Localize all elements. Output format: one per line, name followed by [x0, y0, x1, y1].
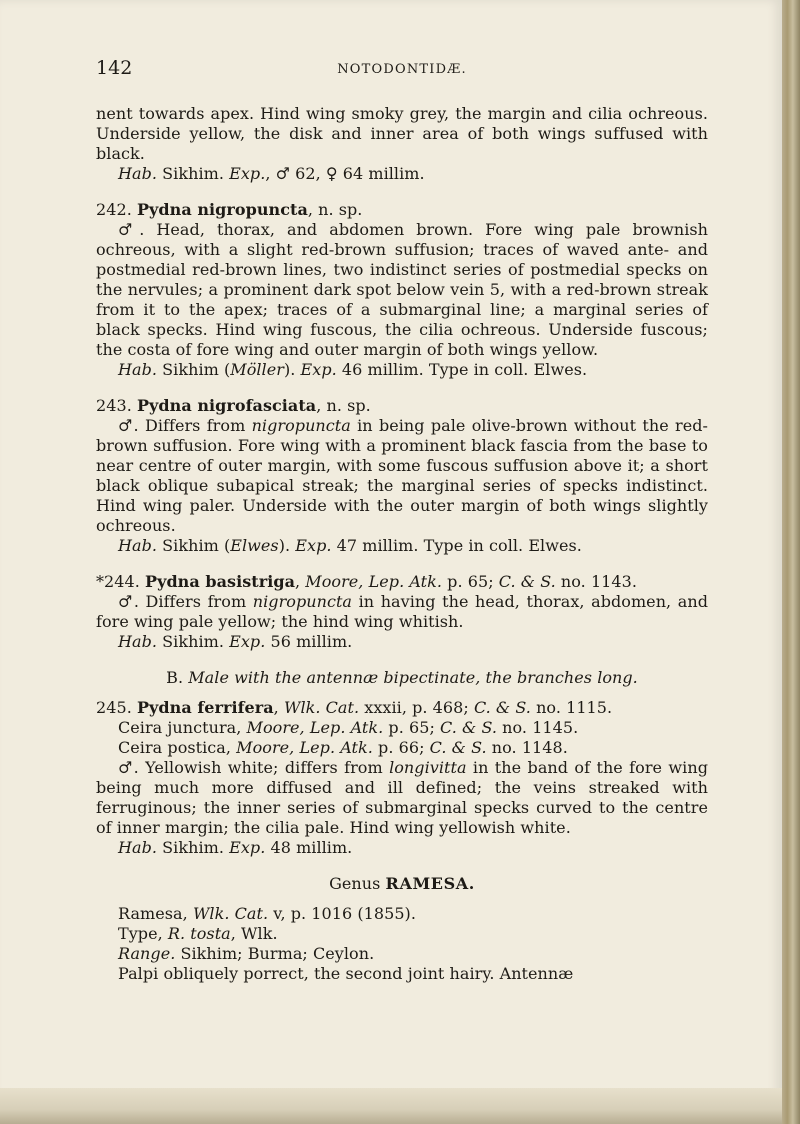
species-245-description [96, 758, 708, 838]
range-text: Sikhim; Burma; Ceylon. [175, 944, 375, 963]
synonym-ceira-junctura [96, 718, 708, 738]
section-title: Male with the antennæ bipectinate, the branches long. [188, 668, 638, 687]
exp-text: 48 millim. [265, 838, 353, 857]
species-243-heading [96, 396, 708, 416]
species-244-habitat [96, 632, 708, 652]
section-letter: B. [166, 668, 189, 687]
separator: , [225, 738, 237, 757]
hab-text: Sikhim ( [157, 536, 231, 555]
species-number: 245. [96, 698, 137, 717]
author-citation: Wlk. Cat. [283, 698, 360, 717]
species-name: Pydna ferrifera [136, 698, 274, 717]
species-242-description: ♂. Head, thorax, and abdomen brown. Fore wing pale brownish ochreous, with a slight red-brown suffusion; traces of waved ante- and postmedial red-brown lines, two indistinct series of postmedial specks on the nervules; a prominent dark spot below vein 5, with a red-brown streak from it to the apex; traces of a submarginal line; a marginal series of black specks. Hind wing fuscous, the cilia ochreous. Underside fuscous; the costa of fore wing and outer margin of both wings yellow. [96, 220, 708, 359]
separator: , [295, 572, 306, 591]
exp-text: 46 millim. Type in coll. Elwes. [336, 360, 588, 379]
type-author: , Wlk. [230, 924, 278, 943]
species-name: Pydna nigrofasciata [136, 396, 317, 415]
species-244-heading [96, 572, 708, 592]
species-244-description [96, 592, 708, 632]
hab-text: Sikhim. [157, 164, 230, 183]
species-245-heading [96, 698, 708, 718]
hab-label: Hab. [118, 838, 158, 857]
exp-label: Exp. [300, 360, 337, 379]
species-number: 242. [96, 200, 137, 219]
type-prefix: Type, [118, 924, 168, 943]
hab-label: Hab. [118, 632, 158, 651]
hab-label: Hab. [118, 360, 158, 379]
genus-ref-name: Ramesa [118, 904, 183, 923]
desc-text: ♂. Differs from [118, 592, 253, 611]
exp-label: Exp. [229, 838, 266, 857]
collector: Möller [230, 360, 284, 379]
range-label: Range. [118, 944, 176, 963]
genus-palpi: Palpi obliquely porrect, the second joint hairy. Antennæ [118, 964, 574, 983]
section-b-heading [96, 668, 708, 688]
species-name: Pydna nigropuncta [136, 200, 308, 219]
species-242-heading [96, 200, 708, 220]
intro-paragraph: nent towards apex. Hind wing smoky grey, the margin and cilia ochreous. Underside yellow, the disk and inner area of both wings suffused with black. [96, 104, 708, 163]
hab-text-end: ). [283, 360, 301, 379]
species-245-habitat [96, 838, 708, 858]
author-citation: Wlk. Cat. [192, 904, 269, 923]
collector: Elwes [230, 536, 279, 555]
desc-text-rest: in the band of the fore wing being much more diffused and ill defined; the veins streaked with ferruginous; the inner series of submarginal specks curved to the centre of inner margin; the cilia pale. Hind wing yellowish white. [96, 758, 708, 837]
genus-type [96, 924, 708, 944]
desc-text: ♂. Differs from [118, 416, 252, 435]
page-bottom-edge [0, 1088, 800, 1124]
separator: , [273, 698, 284, 717]
author-citation: Moore, Lep. Atk. [236, 738, 373, 757]
hab-text: Sikhim. [157, 632, 230, 651]
desc-text-rest: in having the head, thorax, abdomen, and fore wing pale yellow; the hind wing whitish. [96, 592, 709, 631]
hab-text: Sikhim. [157, 838, 230, 857]
genus-prefix: Genus [329, 874, 386, 893]
page-right-edge [782, 0, 800, 1124]
page-number: 142 [96, 57, 133, 79]
synonym-name: Ceira postica [118, 738, 226, 757]
species-243-description [96, 416, 708, 536]
catalogue-citation: C. & S. [429, 738, 487, 757]
type-species: R. tosta [167, 924, 231, 943]
catalogue-number: no. 1115. [530, 698, 613, 717]
catalogue-citation: C. & S. [498, 572, 556, 591]
genus-range [96, 944, 708, 964]
catalogue-citation: C. & S. [473, 698, 531, 717]
citation-page: v, p. 1016 (1855). [268, 904, 416, 923]
species-name: Pydna basistriga [145, 572, 296, 591]
author-citation: Moore, Lep. Atk. [246, 718, 384, 737]
exp-text: 56 millim. [265, 632, 353, 651]
species-number: 243. [96, 396, 137, 415]
catalogue-number: no. 1143. [555, 572, 637, 591]
exp-text: , ♂ 62, ♀ 64 millim. [265, 164, 425, 183]
synonym-ceira-postica [96, 738, 708, 758]
species-number: *244. [96, 572, 146, 591]
desc-text-rest: in being pale olive-brown without the red-brown suffusion. Fore wing with a prominent black fascia from the base to near centre of outer margin, with some fuscous suffusion above it; a short black oblique subapical streak; the marginal series of specks indistinct. Hind wing paler. Underside with the outer margin of both wings slightly ochreous. [96, 416, 708, 535]
citation-page: p. 65; [383, 718, 441, 737]
intro-habitat [96, 164, 708, 184]
hab-text: Sikhim ( [157, 360, 231, 379]
species-243-habitat [96, 536, 708, 556]
exp-label: Exp. [229, 164, 266, 183]
citation-page: p. 66; [372, 738, 430, 757]
running-head [96, 58, 708, 84]
separator: , [236, 718, 247, 737]
catalogue-number: no. 1148. [486, 738, 568, 757]
synonym-name: Ceira junctura [118, 718, 237, 737]
species-reference: nigropuncta [252, 592, 353, 611]
genus-reference [96, 904, 708, 924]
desc-text: ♂. Yellowish white; differs from [118, 758, 390, 777]
species-reference: longivitta [389, 758, 467, 777]
hab-label: Hab. [118, 536, 158, 555]
genus-name: RAMESA. [385, 874, 475, 893]
separator: , [182, 904, 193, 923]
species-suffix: , n. sp. [316, 396, 371, 415]
citation-page: xxxii, p. 468; [359, 698, 474, 717]
hab-label: Hab. [118, 164, 158, 183]
exp-label: Exp. [295, 536, 332, 555]
page-content [96, 58, 708, 984]
hab-text-end: ). [278, 536, 296, 555]
catalogue-number: no. 1145. [497, 718, 579, 737]
exp-label: Exp. [229, 632, 266, 651]
species-reference: nigropuncta [251, 416, 351, 435]
running-title: NOTODONTIDÆ. [337, 62, 467, 77]
author-citation: Moore, Lep. Atk. [305, 572, 443, 591]
species-suffix: , n. sp. [307, 200, 363, 219]
citation-page: p. 65; [442, 572, 499, 591]
species-242-habitat [96, 360, 708, 380]
genus-heading [96, 874, 708, 894]
catalogue-citation: C. & S. [440, 718, 498, 737]
exp-text: 47 millim. Type in coll. Elwes. [331, 536, 582, 555]
